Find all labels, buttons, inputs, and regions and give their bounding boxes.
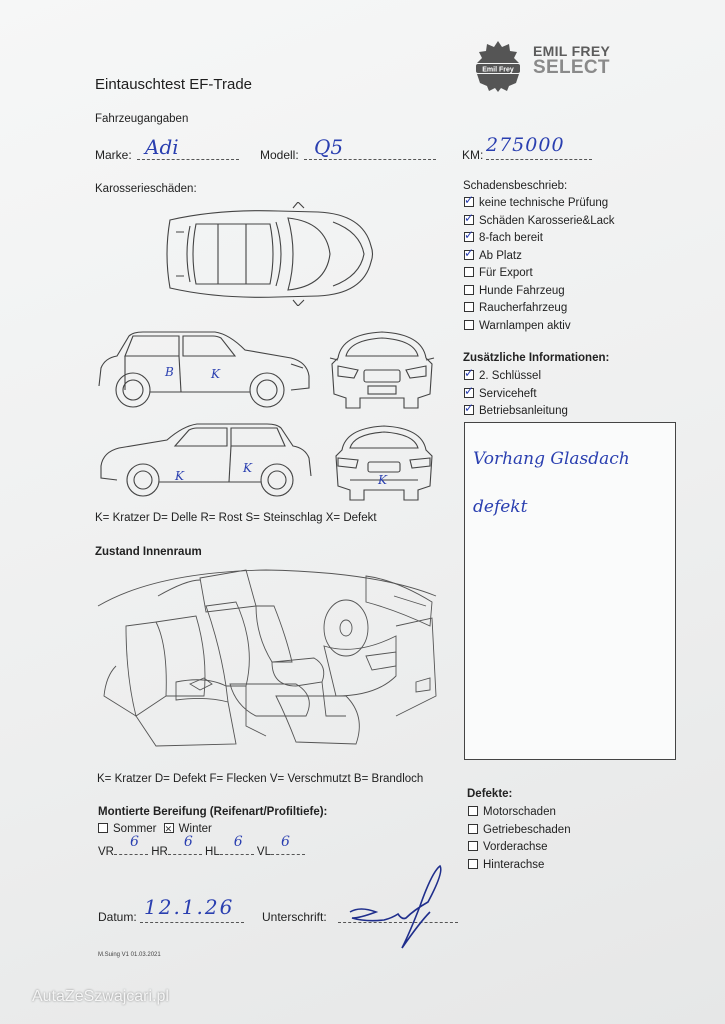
checkbox[interactable] <box>468 824 478 834</box>
body-damage-legend: K= Kratzer D= Delle R= Rost S= Steinschlag X= Defekt <box>95 512 377 524</box>
car-rear-view-diagram[interactable] <box>330 424 438 504</box>
watermark: AutaZeSzwajcari.pl <box>32 988 169 1005</box>
summer-label: Sommer <box>113 823 157 835</box>
damage-desc-item[interactable] <box>464 248 615 266</box>
date-field[interactable] <box>140 895 244 923</box>
defect-item[interactable] <box>468 822 571 840</box>
defect-item[interactable] <box>468 839 571 857</box>
make-label: Marke: <box>95 148 132 162</box>
checkbox[interactable] <box>468 806 478 816</box>
item-label: 2. Schlüssel <box>479 370 542 382</box>
checkbox[interactable] <box>468 841 478 851</box>
emil-frey-logo <box>473 38 523 92</box>
hr-field[interactable] <box>168 834 202 855</box>
checkbox[interactable] <box>464 320 474 330</box>
model-label: Modell: <box>260 148 299 162</box>
damage-mark: K <box>175 469 184 483</box>
winter-checkbox[interactable] <box>164 823 174 833</box>
item-label: Getriebeschaden <box>483 823 571 836</box>
notes-box[interactable] <box>464 422 676 760</box>
item-label: Hunde Fahrzeug <box>479 284 565 297</box>
defects-title: Defekte: <box>467 788 513 800</box>
body-damage-title: Karosserieschäden: <box>95 183 197 195</box>
form-version: M.Suing V1 01.03.2021 <box>98 952 161 958</box>
vr-field[interactable] <box>114 834 148 855</box>
vehicle-section-title: Fahrzeugangaben <box>95 113 189 125</box>
brand-select: SELECT <box>533 57 610 78</box>
winter-label: Winter <box>178 823 212 835</box>
checkbox[interactable] <box>464 232 474 242</box>
make-value: Adi <box>145 135 179 159</box>
handwritten-signature <box>340 862 450 952</box>
damage-desc-item[interactable] <box>464 230 615 248</box>
checkbox[interactable] <box>464 197 474 207</box>
model-field[interactable] <box>304 135 436 160</box>
logo-text: Emil Frey <box>482 66 514 74</box>
item-label: Warnlampen aktiv <box>479 319 571 332</box>
damage-mark: B <box>165 365 174 379</box>
damage-desc-list <box>464 195 615 335</box>
item-label: Vorderachse <box>483 841 548 853</box>
vr-label: VR <box>98 846 114 858</box>
signature-label: Unterschrift: <box>262 910 327 924</box>
damage-desc-item[interactable] <box>464 213 615 231</box>
item-label: Ab Platz <box>479 249 522 262</box>
checkbox[interactable] <box>464 250 474 260</box>
hl-field[interactable] <box>220 834 254 855</box>
item-label: Raucherfahrzeug <box>479 302 568 314</box>
model-value: Q5 <box>314 135 344 159</box>
defect-item[interactable] <box>468 804 571 822</box>
damage-desc-item[interactable] <box>464 300 615 318</box>
item-label: Motorschaden <box>483 806 556 818</box>
interior-legend: K= Kratzer D= Defekt F= Flecken V= Verschmutzt B= Brandloch <box>97 773 424 785</box>
checkbox[interactable] <box>464 285 474 295</box>
date-label: Datum: <box>98 910 137 924</box>
additional-item[interactable] <box>464 403 568 421</box>
item-label: Für Export <box>479 267 533 279</box>
hr-label: HR <box>151 846 168 858</box>
checkbox[interactable] <box>464 405 474 415</box>
form-title: Eintauschtest EF-Trade <box>95 76 253 93</box>
defect-item[interactable] <box>468 857 571 875</box>
additional-item[interactable] <box>464 368 568 386</box>
damage-desc-item[interactable] <box>464 318 615 336</box>
item-label: keine technische Prüfung <box>479 197 609 209</box>
summer-option[interactable] <box>98 823 156 835</box>
km-field[interactable] <box>486 134 592 160</box>
tread-depth-row <box>98 834 305 862</box>
damage-mark: K <box>243 461 252 475</box>
date-value: 12.1.26 <box>144 895 235 919</box>
checkbox[interactable] <box>464 370 474 380</box>
additional-item[interactable] <box>464 386 568 404</box>
damage-mark: K <box>211 367 220 381</box>
km-value: 275000 <box>486 134 565 156</box>
item-label: Hinterachse <box>483 858 545 871</box>
checkbox[interactable] <box>468 859 478 869</box>
brand-name: EMIL FREY <box>533 43 611 59</box>
checkbox[interactable] <box>464 388 474 398</box>
vl-label: VL <box>256 846 271 858</box>
additional-info-list <box>464 368 568 421</box>
summer-checkbox[interactable] <box>98 823 108 833</box>
damage-desc-item[interactable] <box>464 195 615 213</box>
note-line-1: Vorhang Glasdach <box>473 449 630 469</box>
defects-list <box>468 804 571 874</box>
vl-field[interactable] <box>271 834 305 855</box>
damage-desc-item[interactable] <box>464 283 615 301</box>
make-field[interactable] <box>137 135 239 160</box>
item-label: Schäden Karosserie&Lack <box>479 214 615 227</box>
interior-diagram[interactable] <box>96 566 440 762</box>
checkbox[interactable] <box>464 302 474 312</box>
hr-value: 6 <box>183 834 193 850</box>
item-label: Serviceheft <box>479 387 537 400</box>
car-front-view-diagram[interactable] <box>328 330 436 412</box>
car-left-side-diagram[interactable] <box>95 328 315 412</box>
tires-title: Montierte Bereifung (Reifenart/Profiltiefe): <box>98 806 328 818</box>
hl-value: 6 <box>233 834 243 850</box>
interior-title: Zustand Innenraum <box>95 546 202 558</box>
km-label: KM: <box>462 148 484 162</box>
damage-mark: K <box>378 473 387 487</box>
hl-label: HL <box>205 846 220 858</box>
vl-value: 6 <box>281 834 290 850</box>
additional-info-title: Zusätzliche Informationen: <box>463 352 610 364</box>
checkbox[interactable] <box>464 215 474 225</box>
car-right-side-diagram[interactable] <box>97 422 315 502</box>
tire-type-row <box>98 821 212 839</box>
note-line-2: defekt <box>473 497 528 517</box>
car-top-view-diagram[interactable] <box>158 202 376 306</box>
item-label: Betriebsanleitung <box>479 405 568 417</box>
damage-desc-title: Schadensbeschrieb: <box>463 180 568 192</box>
item-label: 8-fach bereit <box>479 232 543 244</box>
damage-desc-item[interactable] <box>464 265 615 283</box>
checkbox[interactable] <box>464 267 474 277</box>
vr-value: 6 <box>129 834 139 850</box>
